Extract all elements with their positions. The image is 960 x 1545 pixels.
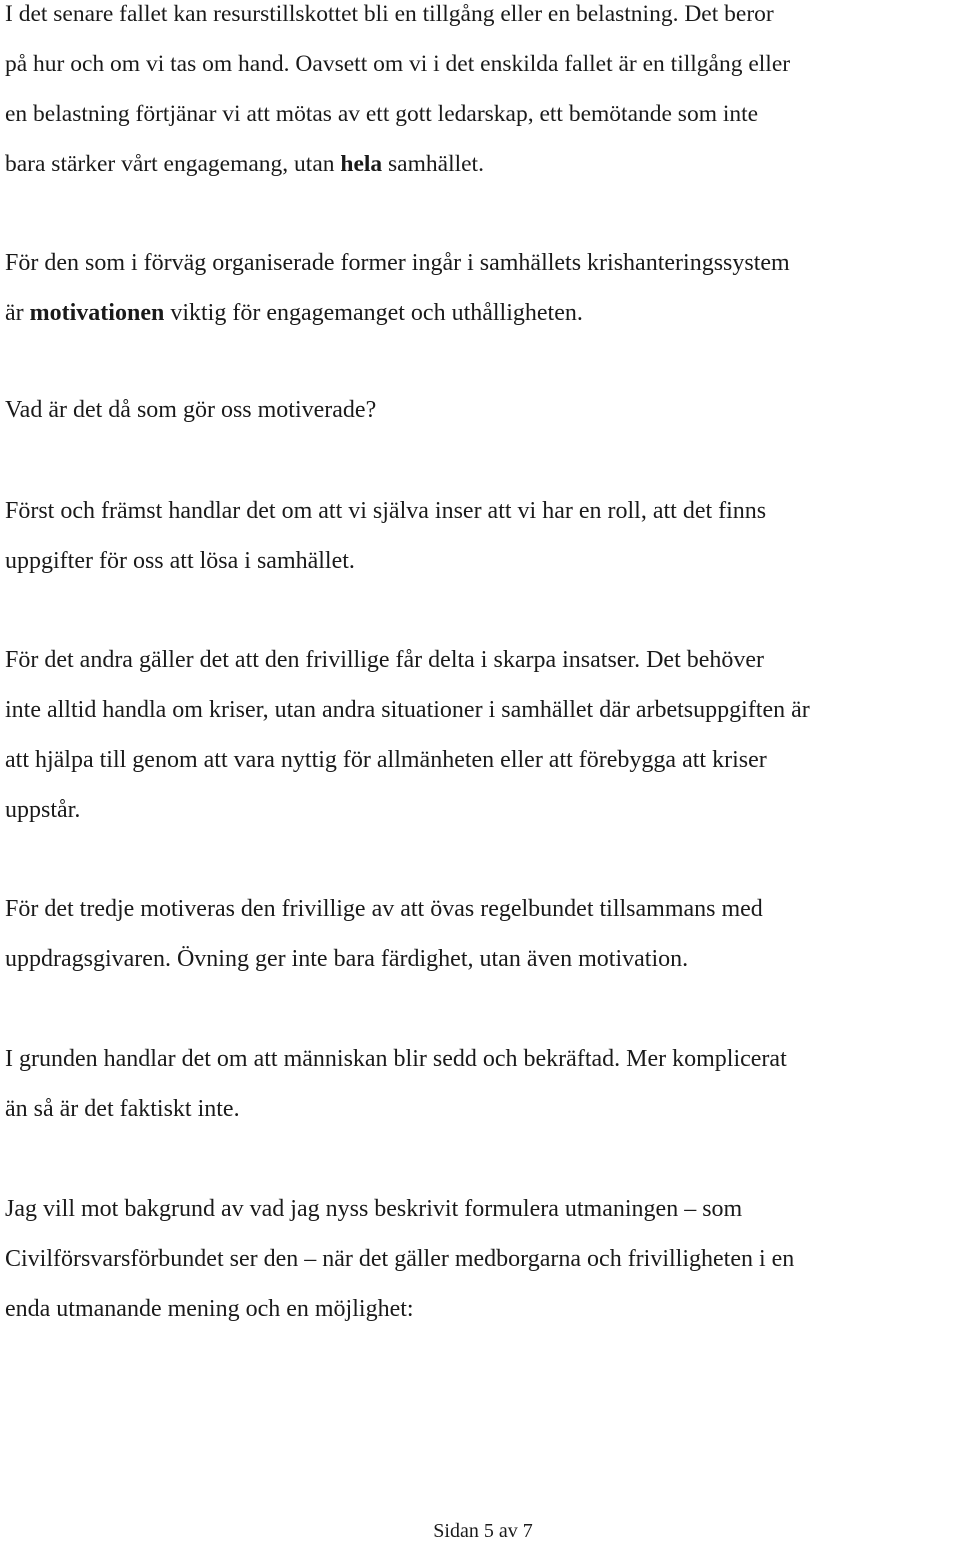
text-line: Jag vill mot bakgrund av vad jag nyss beskrivit formulera utmaningen – som [5,1196,743,1222]
text-line: uppstår. [5,797,81,823]
text-line: I grunden handlar det om att människan blir sedd och bekräftad. Mer komplicerat [5,1046,787,1072]
text-line: på hur och om vi tas om hand. Oavsett om vi i det enskilda fallet är en tillgång eller [5,51,791,77]
text-line: Först och främst handlar det om att vi själva inser att vi har en roll, att det finns [5,498,767,524]
text-line: en belastning förtjänar vi att mötas av ett gott ledarskap, ett bemötande som inte [5,101,759,127]
text-line: inte alltid handla om kriser, utan andra situationer i samhället där arbetsuppgiften är [5,697,810,723]
text-line: uppdragsgivaren. Övning ger inte bara färdighet, utan även motivation. [5,946,689,972]
paragraph-5 [5,635,955,835]
paragraph-4 [5,486,955,586]
bold-text: motivationen [29,300,165,326]
paragraph-1 [5,0,955,189]
paragraph-7 [5,1034,955,1134]
text-line: Civilförsvarsförbundet ser den – när det gäller medborgarna och frivilligheten i en [5,1246,795,1272]
paragraph-8 [5,1184,955,1334]
text-line: Vad är det då som gör oss motiverade? [5,397,377,423]
paragraph-3 [5,385,955,435]
text-run: bara stärker vårt engagemang, utan [5,151,341,177]
text-run: samhället. [382,151,484,177]
text-run: är [5,300,30,326]
page-number: Sidan 5 av 7 [433,1520,533,1542]
text-line: än så är det faktiskt inte. [5,1096,240,1122]
text-run: viktig för engagemanget och uthålligheten. [164,300,583,326]
text-line: För den som i förväg organiserade former ingår i samhällets krishanteringssystem [5,250,790,276]
text-line: att hjälpa till genom att vara nyttig för allmänheten eller att förebygga att kriser [5,747,767,773]
paragraph-6 [5,884,955,984]
bold-text: hela [340,151,383,177]
text-line: enda utmanande mening och en möjlighet: [5,1296,414,1322]
text-line: I det senare fallet kan resurstillskottet bli en tillgång eller en belastning. Det beror [5,1,774,27]
text-line: För det andra gäller det att den frivillige får delta i skarpa insatser. Det behöver [5,647,765,673]
paragraph-2 [5,238,955,338]
text-line: uppgifter för oss att lösa i samhället. [5,548,355,574]
text-line: För det tredje motiveras den frivillige av att övas regelbundet tillsammans med [5,896,763,922]
text-line [5,288,955,338]
page-footer [0,1517,960,1545]
text-line [5,139,955,189]
